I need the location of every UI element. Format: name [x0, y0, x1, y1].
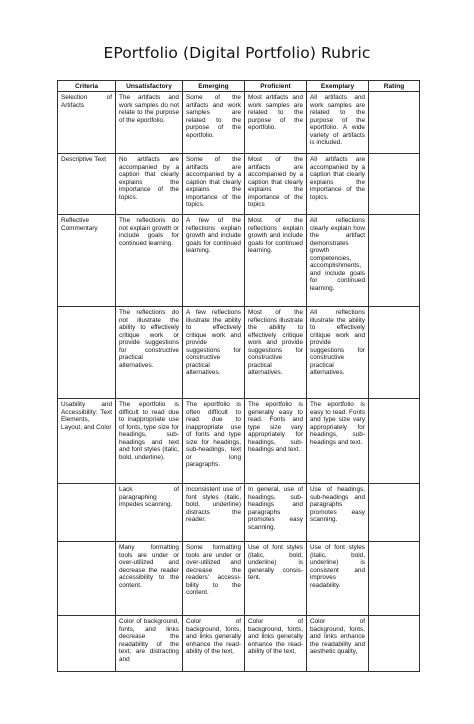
table-row [58, 399, 420, 484]
table-row [58, 215, 420, 307]
rating-cell[interactable] [369, 399, 420, 484]
header-unsatisfactory: Unsatisfactory [116, 81, 183, 92]
emerging-cell: The eportfolio is often difficult to read due to inappropriate use of fonts and type size for headings, sub-headings, text or long paragraphs. [183, 399, 245, 484]
unsatisfactory-cell: The eportfolio is difficult to read due to inappropriate use of fonts, type size for headings, sub-headings and text and font styles (italic, bold, underline). [116, 399, 183, 484]
emerging-cell: Color of background, fonts, and links generally enhance the read-ability of the text, [183, 616, 245, 672]
exemplary-cell: Use of font styles (italic, bold, underline) is consistent and improves readability. [307, 542, 369, 616]
criteria-cell: Selection of Artifacts [58, 92, 116, 154]
header-criteria: Criteria [58, 81, 116, 92]
unsatisfactory-cell: Color of background, fonts, and links decrease the readability of the text, are distracting and [116, 616, 183, 672]
rating-cell[interactable] [369, 542, 420, 616]
rating-cell[interactable] [369, 92, 420, 154]
page-title: EPortfolio (Digital Portfolio) Rubric [103, 44, 371, 62]
criteria-cell [58, 307, 116, 399]
table-row [58, 154, 420, 215]
rating-cell[interactable] [369, 484, 420, 542]
exemplary-cell: All reflections illustrate the ability to effectively critique work and provide suggestions for constructive practical alternatives. [307, 307, 369, 399]
emerging-cell: A few of the reflections explain growth and include goals for continued learning. [183, 215, 245, 307]
unsatisfactory-cell: The reflections do not explain growth or include goals for continued learning. [116, 215, 183, 307]
emerging-cell: Some of the artifacts are accompanied by a caption that clearly explains the importance of the topics. [183, 154, 245, 215]
proficient-cell: Most of the reflections illustrate the ability to effectively critique work and provide suggestions for constructive practical alternatives. [245, 307, 307, 399]
exemplary-cell: All artifacts are accompanied by a caption that clearly explains the importance of the topics. [307, 154, 369, 215]
proficient-cell: Most of the artifacts are accompanied by a caption that clearly explains the importance of the topics [245, 154, 307, 215]
unsatisfactory-cell: The artifacts and work samples do not relate to the purpose of the eportfolio. [116, 92, 183, 154]
rating-cell[interactable] [369, 616, 420, 672]
proficient-cell: Most of the reflections explain growth and include goals for continued learning. [245, 215, 307, 307]
rating-cell[interactable] [369, 307, 420, 399]
rubric-table [57, 80, 420, 672]
table-row [58, 542, 420, 616]
proficient-cell: Use of font styles (italic, bold, underline) is generally consis-tent. [245, 542, 307, 616]
emerging-cell: Some of the artifacts and work samples are related to the purpose of the eportfolio. [183, 92, 245, 154]
rating-cell[interactable] [369, 154, 420, 215]
emerging-cell: Some formatting tools are under or over-utilized and decrease the readers' accessi-bility to the content. [183, 542, 245, 616]
header-rating: Rating [369, 81, 420, 92]
emerging-cell: A few reflections illustrate the ability to effectively critique work and provide suggestions for constructive practical alternatives. [183, 307, 245, 399]
header-exemplary: Exemplary [307, 81, 369, 92]
criteria-cell: Descriptive Text [58, 154, 116, 215]
criteria-cell [58, 542, 116, 616]
proficient-cell: Most artifacts and work samples are related to the purpose of the eportfolio. [245, 92, 307, 154]
exemplary-cell: The eportfolio is easy to read. Fonts and type size vary appropriately for headings, sub-headings and text. [307, 399, 369, 484]
exemplary-cell: All artifacts and work samples are related to the purpose of the eportfolio. A wide variety of artifacts is included. [307, 92, 369, 154]
criteria-cell [58, 484, 116, 542]
proficient-cell: Color of background, fonts, and links generally enhance the read-ability of the text, [245, 616, 307, 672]
unsatisfactory-cell: Lack of paragraphing impedes scanning. [116, 484, 183, 542]
header-row [58, 81, 420, 92]
proficient-cell: In general, use of headings, sub-headings and paragraphs promotes easy scanning. [245, 484, 307, 542]
table-row [58, 92, 420, 154]
unsatisfactory-cell: The reflections do not illustrate the ability to effectively critique work or provide suggestions for constructive practical alternatives. [116, 307, 183, 399]
table-row [58, 616, 420, 672]
header-proficient: Proficient [245, 81, 307, 92]
criteria-cell: Usability and Accessibility: Text Elements, Layout, and Color [58, 399, 116, 484]
exemplary-cell: Color of background, fonts, and links enhance the readability and aesthetic quality, [307, 616, 369, 672]
table-row [58, 484, 420, 542]
criteria-cell [58, 616, 116, 672]
unsatisfactory-cell: Many formatting tools are under or over-utilized and decrease the reader accessibility to the content. [116, 542, 183, 616]
header-emerging: Emerging [183, 81, 245, 92]
criteria-cell: Reflective Commentary [58, 215, 116, 307]
exemplary-cell: Use of headings, sub-headings and paragraphs promotes easy scanning. [307, 484, 369, 542]
exemplary-cell: All reflections clearly explain how the artifact demonstrates growth competencies, accomplishments, and include goals for continued learning. [307, 215, 369, 307]
proficient-cell: The eportfolio is generally easy to read. Fonts and type size vary appropriately for headings, sub-headings and text. [245, 399, 307, 484]
emerging-cell: Inconsistent use of font styles (italic, bold, underline) distracts the reader. [183, 484, 245, 542]
unsatisfactory-cell: No artifacts are accompanied by a caption that clearly explains the importance of the topics. [116, 154, 183, 215]
table-row [58, 307, 420, 399]
rating-cell[interactable] [369, 215, 420, 307]
